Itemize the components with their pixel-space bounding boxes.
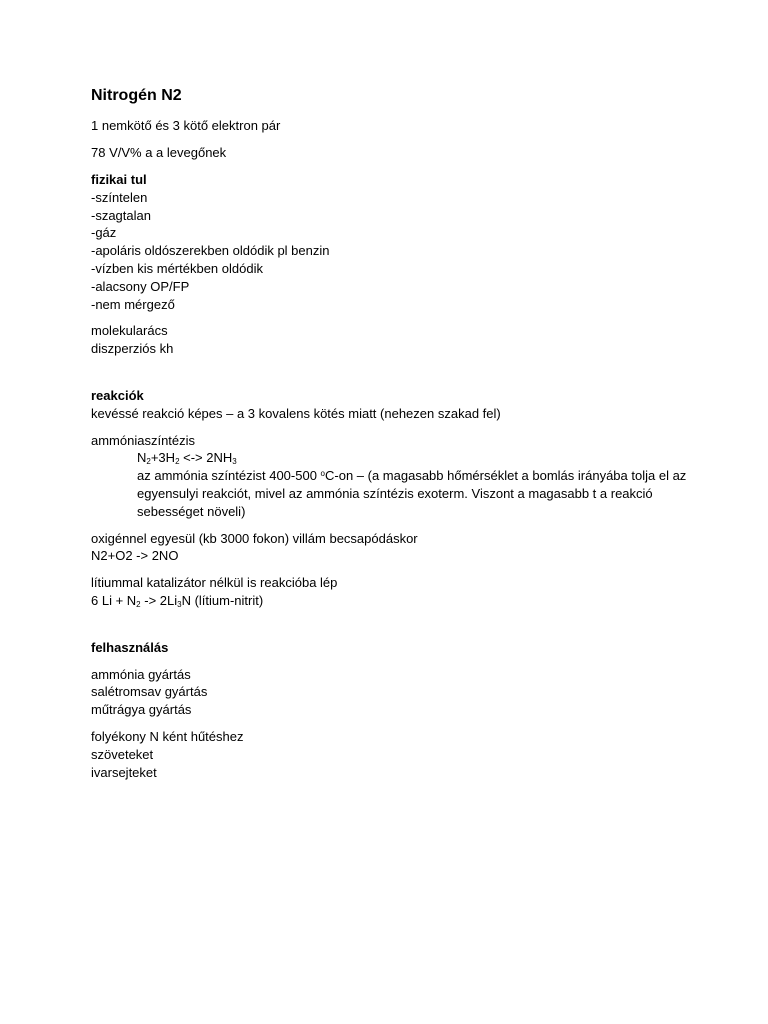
description-text: C-on – (a magasabb hőmérséklet a bomlás irányába tolja el az egyensulyi reakciót, mivel az ammónia színtézis exoterm. Viszont a magasabb t a reakció sebességet növeli) — [137, 468, 687, 519]
lithium-equation — [91, 592, 691, 610]
document-body — [91, 86, 691, 790]
list-item: diszperziós kh — [91, 341, 174, 357]
description-text: az ammónia színtézist 400-500 — [137, 468, 321, 484]
subscript: 3 — [177, 599, 182, 609]
reactions-section — [91, 387, 691, 423]
list-item: ivarsejteket — [91, 764, 157, 780]
subscript: 2 — [136, 599, 141, 609]
electron-pair-text: 1 nemkötő és 3 kötő elektron pár — [91, 118, 281, 133]
reactions-heading: reakciók — [91, 387, 144, 403]
reactions-intro: kevéssé reakció képes – a 3 kovalens kötés miatt (nehezen szakad fel) — [91, 405, 501, 421]
usage-heading: felhasználás — [91, 639, 169, 655]
list-item: -apoláris oldószerekben oldódik pl benzin — [91, 243, 330, 259]
list-item: -színtelen — [91, 189, 148, 205]
ammonia-synthesis-section — [91, 432, 691, 521]
blank-line — [91, 367, 691, 387]
subscript: 2 — [175, 457, 180, 467]
usage-group-2 — [91, 728, 691, 781]
blank-line — [91, 619, 691, 639]
formula-part: N (lítium-nitrit) — [181, 592, 264, 608]
list-item: szöveteket — [91, 746, 154, 762]
air-percent-text: 78 V/V% a a levegőnek — [91, 145, 227, 160]
list-item: -nem mérgező — [91, 296, 175, 312]
list-item: -szagtalan — [91, 207, 151, 223]
lithium-reaction-text: lítiummal katalizátor nélkül is reakcióba lép — [91, 575, 338, 591]
formula-part: 6 Li + N — [91, 592, 137, 608]
formula-part: N — [137, 450, 147, 466]
list-item: -vízben kis mértékben oldódik — [91, 260, 263, 276]
oxygen-reaction-section — [91, 530, 691, 566]
list-item: salétromsav gyártás — [91, 684, 208, 700]
usage-heading-block — [91, 639, 691, 657]
physical-properties-section — [91, 171, 691, 313]
degree-symbol: o — [320, 469, 325, 479]
list-item: műtrágya gyártás — [91, 702, 192, 718]
formula-part: -> 2Li — [140, 592, 178, 608]
ammonia-synthesis-title: ammóniaszíntézis — [91, 432, 196, 448]
formula-part: <-> 2NH — [179, 450, 233, 466]
list-item: -gáz — [91, 225, 117, 241]
oxygen-equation: N2+O2 -> 2NO — [91, 548, 179, 564]
lithium-reaction-section — [91, 574, 691, 610]
list-item: molekularács — [91, 323, 168, 339]
ammonia-description — [91, 467, 691, 520]
ammonia-equation — [91, 449, 691, 467]
physical-properties-heading: fizikai tul — [91, 172, 147, 187]
list-item: folyékony N ként hűtéshez — [91, 728, 244, 744]
formula-part: +3H — [150, 450, 176, 466]
subscript: 3 — [232, 457, 237, 467]
structure-section — [91, 322, 691, 358]
list-item: ammónia gyártás — [91, 666, 191, 682]
subscript: 2 — [146, 457, 151, 467]
oxygen-reaction-text: oxigénnel egyesül (kb 3000 fokon) villám becsapódáskor — [91, 530, 418, 546]
document-title: Nitrogén N2 — [91, 87, 182, 104]
list-item: -alacsony OP/FP — [91, 278, 190, 294]
usage-group-1 — [91, 666, 691, 719]
